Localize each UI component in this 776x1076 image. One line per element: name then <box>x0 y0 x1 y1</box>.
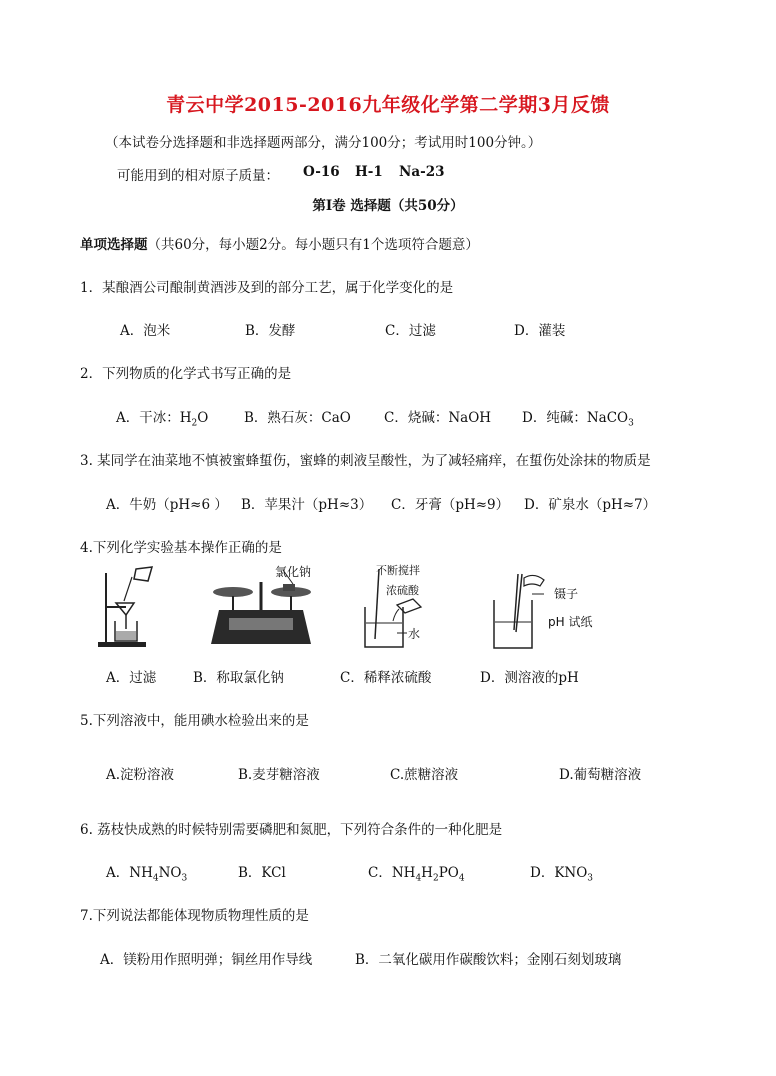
section-label: 单项选择题 <box>80 237 148 253</box>
question-stem: 6. 荔枝快成熟的时候特别需要磷肥和氮肥，下列符合条件的一种化肥是 <box>80 822 503 838</box>
question-stem: 7.下列说法都能体现物质物理性质的是 <box>80 908 309 924</box>
q5-option-c: C.蔗糖溶液 <box>390 767 459 783</box>
option-label: A．干冰： <box>116 410 180 426</box>
q2-option-b <box>244 406 351 426</box>
section-heading <box>80 233 479 253</box>
q7-option-a: A．镁粉用作照明弹；铜丝用作导线 <box>100 952 313 968</box>
q4-option-b: B．称取氯化钠 <box>193 670 284 686</box>
option-label: B． <box>238 865 262 881</box>
formula-subscript: 2 <box>191 418 198 429</box>
question-stem: 1．某酿酒公司酿制黄酒涉及到的部分工艺，属于化学变化的是 <box>80 280 454 296</box>
option-label: D． <box>530 865 555 881</box>
formula-text: H <box>179 410 192 426</box>
q6-option-c <box>368 861 465 884</box>
option-label: C．烧碱： <box>384 410 449 426</box>
formula-subscript: 3 <box>181 873 188 884</box>
filtration-apparatus <box>96 563 156 649</box>
formula-subscript: 4 <box>458 873 465 884</box>
formula-text: NO <box>158 865 182 881</box>
formula-text: KCl <box>261 865 286 881</box>
atomic-mass-na: Na-23 <box>399 164 445 180</box>
formula-subscript: 2 <box>432 873 439 884</box>
q2-option-d <box>522 406 634 429</box>
q5-option-d: D.葡萄糖溶液 <box>559 767 642 783</box>
atomic-mass-h: H-1 <box>355 164 383 180</box>
figure-c-acid-label: 浓硫酸 <box>386 584 419 597</box>
question-stem: 4.下列化学实验基本操作正确的是 <box>80 540 282 556</box>
formula-text: H <box>421 865 433 881</box>
formula-text: NH <box>391 865 416 881</box>
formula-subscript: 4 <box>415 873 422 884</box>
q6-option-b <box>238 861 286 881</box>
section-desc: （共60分，每小题2分。每小题只有1个选项符合题意） <box>147 237 479 253</box>
option-label: C． <box>368 865 392 881</box>
figure-filtration <box>96 563 156 649</box>
q2-option-c <box>384 406 491 426</box>
figure-d-tweezers-label: 镊子 <box>554 587 579 601</box>
formula-text: NaOH <box>448 410 492 426</box>
q4-option-d: D．测溶液的pH <box>480 670 579 686</box>
atomic-mass-o: O-16 <box>303 164 340 180</box>
figure-d-paper-label: pH 试纸 <box>548 615 593 629</box>
q4-option-c: C．稀释浓硫酸 <box>340 670 432 686</box>
atomic-mass-label: 可能用到的相对原子质量： <box>117 168 279 184</box>
formula-subscript: 3 <box>628 418 634 429</box>
q1-option-b: B．发酵 <box>245 323 296 339</box>
q5-option-b: B.麦芽糖溶液 <box>238 767 320 783</box>
q7-option-b: B．二氧化碳用作碳酸饮料；金刚石刻划玻璃 <box>355 952 622 968</box>
option-label: A． <box>106 865 130 881</box>
question-stem: 3. 某同学在油菜地不慎被蜜蜂蜇伤，蜜蜂的刺液呈酸性，为了减轻痛痒，在蜇伤处涂抹的物质是 <box>80 453 651 469</box>
q4-option-a: A．过滤 <box>106 670 157 686</box>
formula-text: NH <box>129 865 153 881</box>
formula-subscript: 3 <box>587 873 594 884</box>
option-label: B．熟石灰： <box>244 410 322 426</box>
formula-text: KNO <box>554 865 588 881</box>
question-stem: 5.下列溶液中，能用碘水检验出来的是 <box>80 713 309 729</box>
q3-option-d: D．矿泉水（pH≈7） <box>524 497 657 513</box>
formula-subscript: 4 <box>152 873 159 884</box>
figure-ph-test <box>488 570 558 652</box>
q6-option-a <box>106 861 187 884</box>
q3-option-c: C．牙膏（pH≈9） <box>391 497 510 513</box>
q5-option-a: A.淀粉溶液 <box>106 767 175 783</box>
formula-text: NaCO <box>586 410 629 426</box>
q2-option-a <box>116 406 208 429</box>
q3-option-b: B．苹果汁（pH≈3） <box>241 497 373 513</box>
figure-b-label: 氯化钠 <box>275 565 312 579</box>
exam-note: （本试卷分选择题和非选择题两部分，满分100分；考试用时100分钟。） <box>105 135 542 151</box>
ph-test-apparatus <box>488 570 558 652</box>
option-label: D．纯碱： <box>522 410 587 426</box>
section-title: 第Ⅰ卷 选择题（共50分） <box>312 198 464 214</box>
question-stem: 2．下列物质的化学式书写正确的是 <box>80 366 292 382</box>
formula-text: PO <box>438 865 459 881</box>
formula-text: CaO <box>321 410 351 426</box>
page-title: 青云中学2015-2016九年级化学第二学期3月反馈 <box>166 94 610 116</box>
q1-option-d: D．灌装 <box>514 323 566 339</box>
figure-c-stir-label: 不断搅拌 <box>376 564 420 577</box>
q1-option-a: A．泡米 <box>120 323 171 339</box>
formula-text: O <box>197 410 209 426</box>
q1-option-c: C．过滤 <box>385 323 436 339</box>
figure-c-water-label: 水 <box>408 627 421 641</box>
q3-option-a: A．牛奶（pH≈6 ） <box>106 497 228 513</box>
q6-option-d <box>530 861 593 884</box>
